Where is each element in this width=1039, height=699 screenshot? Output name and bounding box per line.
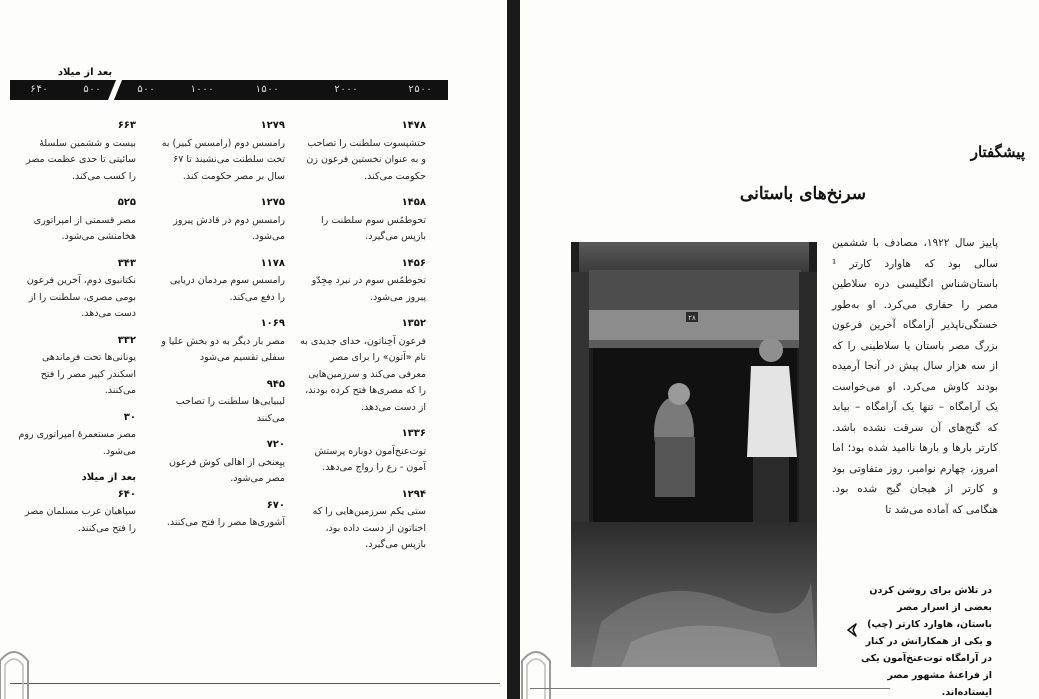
timeline-entry [160,256,285,307]
timeline-entry [18,256,136,323]
entry-text: رامسس سوم مردمان دریایی را دفع می‌کند. [169,275,285,303]
arch-ornament-icon [520,639,560,699]
entry-text: رامسس دوم (رامسس کبیر) به تخت سلطنت می‌نشیند تا ۶۷ سال بر مصر حکومت کند. [161,137,285,182]
timeline-entry [160,118,285,185]
timeline-entry [160,316,285,367]
timeline-tick: ۱۵۰۰ [255,84,280,95]
entry-text: نکتانبوی دوم، آخرین فرعون بومی مصری، سلطنت را از دست می‌دهد. [26,275,136,319]
timeline-column-2 [160,118,285,542]
entry-year: ۱۴۷۸ [401,120,426,131]
entry-year: ۳۴۳ [117,257,136,269]
entry-text: تحوطمُس سوم سلطنت را بازپس می‌گیرد. [321,214,426,242]
entry-text: ستی یکم سرزمین‌هایی را که اخناتون از دست داده بود، بازپس می‌گیرد. [312,506,426,550]
timeline-entry [300,256,426,307]
entry-year: ۹۴۵ [266,378,285,390]
timeline-entry [300,195,426,246]
timeline-tick: ۵۰۰ [83,84,102,95]
left-page [0,0,507,699]
entry-year: ۱۴۵۸ [401,197,426,208]
photo-caption: در تلاش برای روشن کردن بعضی از اسرار مصر باستان، هاوارد کارتر (چپ) و یکی از همکارانش در کنار در آرامگاه توت‌عنخ‌آمون یکی از فراعنهٔ مشهور مصر ایستاده‌اند. [860,585,992,698]
entry-year: ۱۳۳۶ [401,428,426,439]
body-paragraph: پاییز سال ۱۹۲۲، مصادف با ششمین سالی بود که هاوارد کارتر ¹ باستان‌شناس انگلیسی دره سلاطین مصر را حفاری می‌کرد. او به‌طور خستگی‌ناپذیر آرامگاه آخرین فرعون بزرگ مصر باستان یا سلاطینی را که از سه هزار سال پیش در آنجا آرمیده بودند کاوش می‌کرد. او می‌خواست یک آرامگاه – تنها یک آرامگاه – بیابد که گنج‌های آن سرقت نشده باشد. کارتر بارها و بارها ناامید شده بود؛ اما امروز، چهارم نوامبر، روز متفاوتی بود و کارتر از هیجان گیج شده بود. هنگامی که آماده می‌شد تا [832,237,998,516]
timeline-entry [18,195,136,246]
entry-text: سپاهیان عرب مسلمان مصر را فتح می‌کنند. [24,506,136,534]
photo-tomb-entrance [571,242,817,667]
entry-text: حتشپسوت سلطنت را تصاحب و به عنوان نخستین فرعون زن حکومت می‌کند. [306,137,426,182]
timeline-entry [18,410,136,461]
timeline-entry [160,437,285,488]
entry-year: ۱۲۹۴ [401,488,426,500]
entry-text: آشوری‌ها مصر را فتح می‌کنند. [166,517,285,528]
footer-rule [10,683,500,684]
arch-ornament-icon [0,639,40,699]
section-title: سرنخ‌های باستانی [739,184,866,204]
timeline-entry [300,487,426,554]
entry-year: ۶۴۰ [117,488,136,500]
timeline-tick: ۲۰۰۰ [334,84,359,95]
arrow-left-icon [843,622,857,638]
entry-year: ۱۲۷۵ [260,197,285,208]
timeline-tick: ۲۵۰۰ [408,84,433,95]
entry-year: ۵۲۵ [117,197,136,208]
timeline-entry [18,118,136,185]
entry-text: بیست و ششمین سلسلهٔ سائیتی تا حدی عظمت مصر را کسب می‌کند. [26,137,136,182]
timeline-entry [18,333,136,400]
timeline-bar [10,80,448,100]
timeline-tick: ۶۴۰ [30,84,49,95]
timeline-tick: ۱۰۰۰ [190,84,215,95]
photo-door-number: ۲۸ [688,314,696,322]
entry-text: توت‌عنخ‌آمون دوباره پرستش آمون - رع را رواج می‌دهد. [314,445,426,473]
entry-year: ۳۳۲ [117,334,136,346]
entry-text: فرعون آخِناتون، خدای جدیدی به نام «آتون» را برای مصر معرفی می‌کند و سرزمین‌هایی را که مصری‌ها فتح کرده بودند، از دست می‌دهد. [300,335,426,413]
entry-year: ۶۷۰ [266,499,285,511]
entry-year: ۱۰۶۹ [260,318,285,329]
timeline-entry [300,316,426,416]
timeline-entry [300,426,426,477]
entry-year: ۱۳۵۲ [401,318,426,329]
timeline-entry [160,498,285,532]
chapter-label: پیشگفتار [970,143,1025,161]
timeline-entry [160,377,285,428]
entry-text: لیبیایی‌ها سلطنت را تصاحب می‌کنند [175,396,285,424]
entry-year: ۷۲۰ [266,439,285,450]
entry-text: مصر بار دیگر به دو بخش علیا و سفلی تقسیم می‌شود [161,335,285,363]
entry-year: ۱۱۷۸ [260,257,285,269]
entry-text: پیِعنخی از اهالی کوش فرعون مصر می‌شود. [168,456,285,484]
entry-text: یونانی‌ها تحت فرماندهی اسکندر کبیر مصر را فتح می‌کنند. [40,352,136,396]
entry-year: ۶۶۳ [117,120,136,131]
timeline-entry-ad [18,470,136,537]
timeline-tick: ۵۰۰ [137,84,156,95]
footer-rule [530,688,890,689]
entry-year: ۱۲۷۹ [260,120,285,131]
timeline-entry [160,195,285,246]
entry-text: مصر قسمتی از امپراتوری هخامنشی می‌شود. [33,214,136,242]
era-subhead: بعد از میلاد [81,472,136,483]
book-spine [507,0,520,699]
timeline-column-1 [300,118,426,564]
entry-text: مصر مستعمرهٔ امپراتوری روم می‌شود. [18,429,136,457]
entry-text: رامسس دوم در قادش پیروز می‌شود. [173,214,285,242]
timeline-caption: بعد از میلاد [57,67,113,78]
timeline-column-3 [18,118,136,547]
timeline-entry [300,118,426,185]
entry-text: تحوطمُس سوم در نبرد مِجِدّو پیروز می‌شود. [311,275,426,303]
entry-year: ۱۴۵۶ [401,257,426,269]
entry-year: ۳۰ [123,411,136,423]
